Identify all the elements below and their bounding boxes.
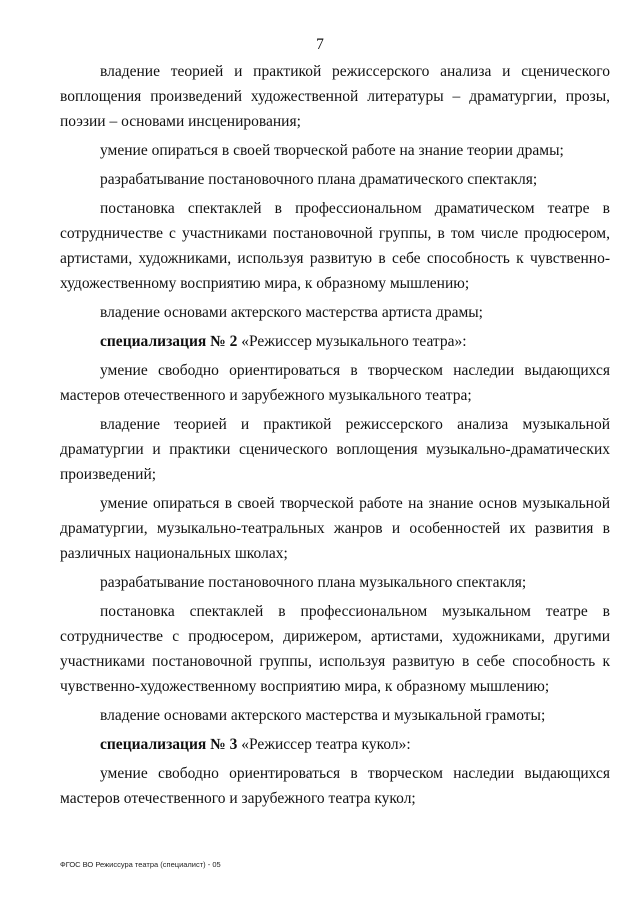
specialization-label: специализация № 3	[100, 736, 238, 753]
paragraph-text: постановка спектаклей в профессиональном драматическом театре в сотрудничестве с участниками постановочной группы, в том числе продюсером, артистами, художниками, используя развитую в себе способность к чувственно-художественному восприятию мира, к образному мышлению;	[60, 200, 610, 292]
paragraph-text: умение свободно ориентироваться в творческом наследии выдающихся мастеров отечественного и зарубежного музыкального театра;	[60, 362, 610, 404]
paragraph	[60, 59, 610, 134]
paragraph	[60, 703, 610, 728]
paragraph	[60, 570, 610, 595]
paragraph-text: разрабатывание постановочного плана драматического спектакля;	[100, 171, 538, 188]
paragraph	[60, 167, 610, 192]
specialization-heading	[60, 329, 610, 354]
paragraph-text: разрабатывание постановочного плана музыкального спектакля;	[100, 574, 527, 591]
paragraph	[60, 491, 610, 566]
paragraph	[60, 358, 610, 408]
paragraph-text: умение опираться в своей творческой работе на знание теории драмы;	[100, 142, 564, 159]
paragraph-text: «Режиссер театра кукол»:	[237, 736, 411, 753]
paragraph-text: владение основами актерского мастерства и музыкальной грамоты;	[100, 707, 546, 724]
paragraph-text: умение опираться в своей творческой работе на знание основ музыкальной драматургии, музыкально-театральных жанров и особенностей их развития в различных национальных школах;	[60, 495, 610, 562]
paragraph-text: владение основами актерского мастерства артиста драмы;	[100, 304, 483, 321]
paragraph	[60, 300, 610, 325]
paragraph-text: постановка спектаклей в профессиональном музыкальном театре в сотрудничестве с продюсером, дирижером, артистами, художниками, другими участниками постановочной группы, используя развитую в себе способность к чувственно-художественному восприятию мира, к образному мышлению;	[60, 603, 610, 695]
specialization-label: специализация № 2	[100, 333, 238, 350]
paragraph-text: владение теорией и практикой режиссерского анализа музыкальной драматургии и практики сценического воплощения музыкально-драматических произведений;	[60, 416, 610, 483]
page-footer: ФГОС ВО Режиссура театра (специалист) - 05	[60, 860, 221, 869]
page-number: 7	[316, 36, 324, 53]
paragraph	[60, 599, 610, 699]
document-body	[60, 59, 610, 815]
paragraph	[60, 761, 610, 811]
paragraph-text: владение теорией и практикой режиссерского анализа и сценического воплощения произведений художественной литературы – драматургии, прозы, поэзии – основами инсценирования;	[60, 63, 610, 130]
paragraph	[60, 412, 610, 487]
paragraph	[60, 138, 610, 163]
paragraph-text: «Режиссер музыкального театра»:	[237, 333, 467, 350]
paragraph-text: умение свободно ориентироваться в творческом наследии выдающихся мастеров отечественного и зарубежного театра кукол;	[60, 765, 610, 807]
specialization-heading	[60, 732, 610, 757]
paragraph	[60, 196, 610, 296]
